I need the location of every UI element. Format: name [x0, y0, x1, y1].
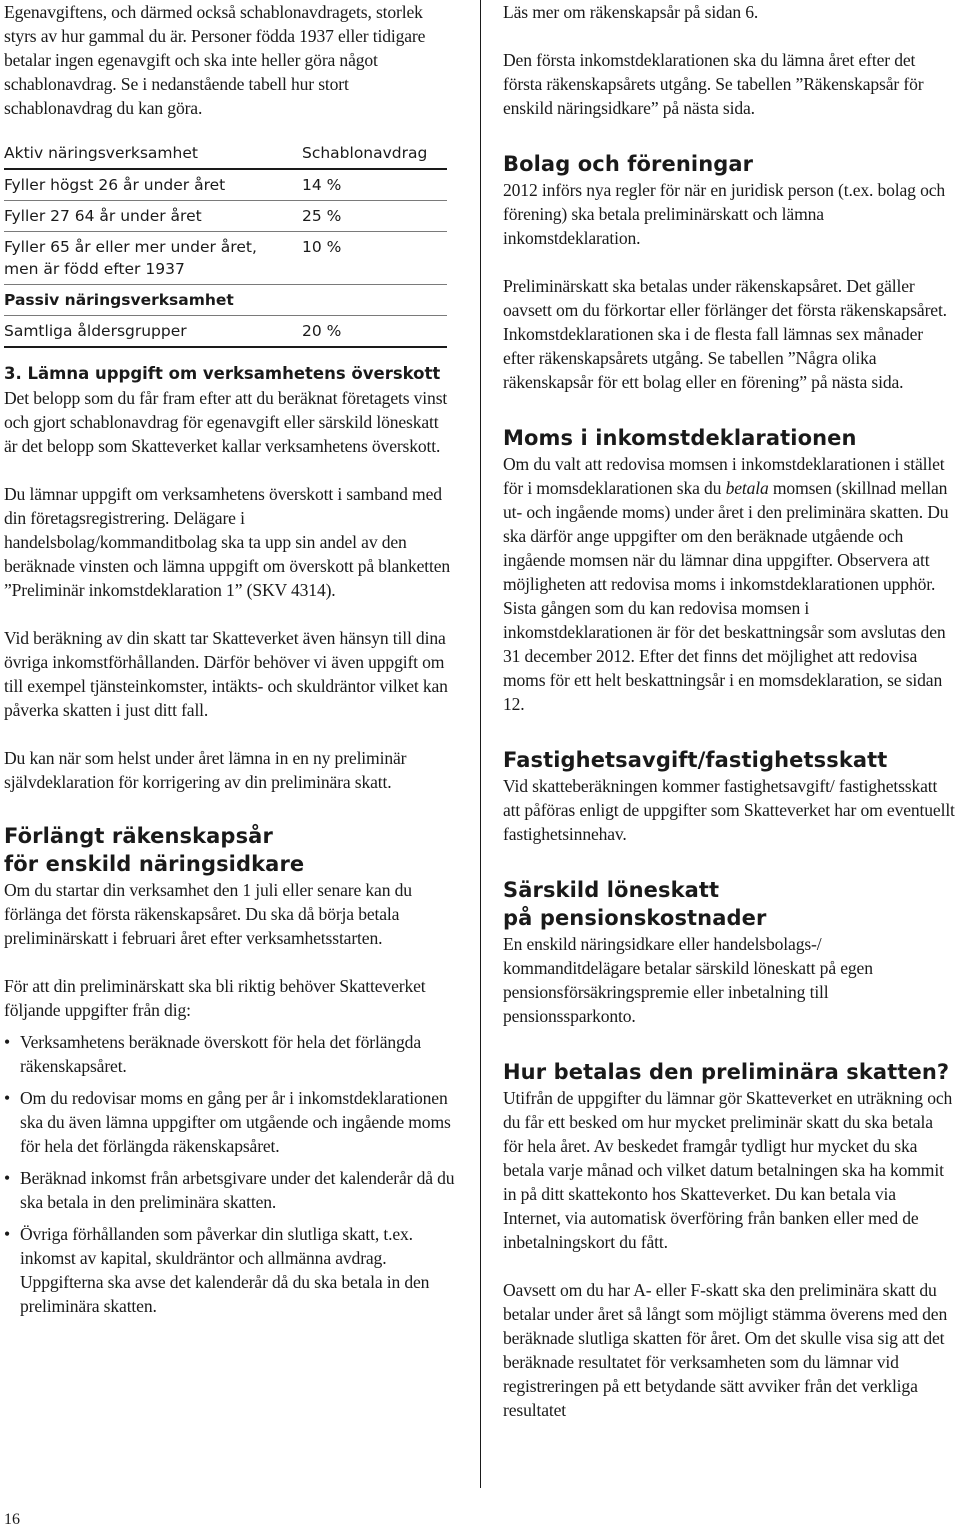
forlangt-heading-line2: för enskild näringsidkare — [4, 852, 305, 876]
forlangt-paragraph: För att din preliminärskatt ska bli riktig behöver Skatteverket följande uppgifter från dig: — [4, 976, 426, 1020]
section3-paragraph: Det belopp som du får fram efter att du beräknat företagets vinst och gjort schablonavdrag för egenavgift eller särskild löneskatt är det belopp som Skatteverket kallar verksamhetens överskott. — [4, 388, 448, 456]
forlangt-heading — [4, 822, 456, 878]
left-column — [4, 0, 456, 1318]
table-cell-label: Fyller 27 64 år under året — [4, 201, 300, 232]
forlangt-heading-line1: Förlängt räkenskapsår — [4, 824, 273, 848]
table-cell-value: 10 % — [300, 232, 447, 285]
bolag-paragraph: 2012 införs nya regler för när en juridisk person (t.ex. bolag och förening) ska betala preliminärskatt och lämna inkomstdeklaration. — [503, 180, 946, 248]
moms-heading: Moms i inkomstdeklarationen — [503, 426, 857, 450]
fastighet-paragraph: Vid skatteberäkningen kommer fastighetsavgift/ fastighetsskatt att påföras enligt de uppgifter som Skatteverket har om eventuellt fastighetsinnehav. — [503, 776, 955, 844]
table-passive-header: Passiv näringsverksamhet — [4, 285, 300, 316]
requirements-list — [4, 1030, 456, 1318]
bullet-icon: • — [4, 1032, 11, 1052]
table-col2-header: Schablonavdrag — [300, 142, 447, 169]
bullet-icon: • — [4, 1088, 11, 1108]
table-cell-label: Fyller 65 år eller mer under året, men är född efter 1937 — [4, 232, 300, 285]
table-row — [4, 316, 447, 348]
table-section-row — [4, 285, 447, 316]
right-paragraph: Den första inkomstdeklarationen ska du lämna året efter det första räkenskapsårets utgång. Se tabellen ”Räkenskapsår för enskild näringsidkare” på nästa sida. — [503, 50, 924, 118]
intro-paragraph: Egenavgiftens, och därmed också schablonavdragets, storlek styrs av hur gammal du är. Personer födda 1937 eller tidigare betalar ingen egenavgift och ska inte heller göra något schablonavdrag. Se i nedanstående tabell hur stort schablonavdrag du kan göra. — [4, 2, 426, 118]
list-item: • Verksamhetens beräknade överskott för hela det förlängda räkenskapsåret. — [4, 1032, 421, 1076]
list-item: • Övriga förhållanden som påverkar din slutliga skatt, t.ex. inkomst av kapital, skuldräntor och allmänna avdrag. Uppgifterna ska avse det kalenderår då du ska betala in den preliminära skatten. — [4, 1224, 430, 1316]
bolag-heading: Bolag och föreningar — [503, 152, 754, 176]
sarskild-heading-line1: Särskild löneskatt — [503, 878, 720, 902]
column-divider — [480, 0, 481, 1488]
hur-paragraph: Oavsett om du har A- eller F-skatt ska den preliminära skatt du betalar under året så långt som möjligt stämma överens med den beräknade slutliga skatten för året. Om det skulle visa sig att det beräknade resultatet för verksamheten som du lämnar vid registreringen på ett betydande sätt avviker från det verkliga resultatet — [503, 1280, 948, 1420]
table-row — [4, 169, 447, 201]
table-cell-label: Fyller högst 26 år under året — [4, 169, 300, 201]
forlangt-paragraph: Om du startar din verksamhet den 1 juli eller senare kan du förlänga det första räkenskapsåret. Du ska då börja betala preliminärskatt i februari året efter verksamhetsstarten. — [4, 880, 412, 948]
table-cell-value: 25 % — [300, 201, 447, 232]
right-column — [503, 0, 955, 1422]
section3-paragraph: Vid beräkning av din skatt tar Skatteverket även hänsyn till dina övriga inkomstförhållanden. Därför behöver vi även uppgift om till exempel tjänsteinkomster, intäkts- och skuldräntor vilket kan påverka skatten i just ditt fall. — [4, 628, 448, 720]
bolag-paragraph: Preliminärskatt ska betalas under räkenskapsåret. Det gäller oavsett om du förkortar eller förlänger det första räkenskapsåret. Inkomstdeklarationen ska i de flesta fall lämnas sex månader efter räkenskapsårets utgång. Se tabellen ”Några olika räkenskapsår för ett bolag eller en förening” på nästa sida. — [503, 276, 947, 392]
emphasis-betala: betala — [725, 478, 769, 498]
sarskild-heading — [503, 876, 955, 932]
list-item: • Beräknad inkomst från arbetsgivare under det kalenderår då du ska betala in den preliminära skatten. — [4, 1168, 455, 1212]
sarskild-heading-line2: på pensionskostnader — [503, 906, 767, 930]
hur-paragraph: Utifrån de uppgifter du lämnar gör Skatteverket en uträkning och du får ett besked om hur mycket preliminär skatt du ska betala för hela året. Av beskedet framgår tydligt hur mycket du ska betala varje månad och vilket datum betalningen ska ha kommit in på ditt skattekonto hos Skatteverket. Du kan betala via Internet, via automatisk överföring från banken eller med de inbetalningskort du fått. — [503, 1088, 953, 1252]
table-cell-value: 20 % — [300, 316, 447, 348]
table-header-row — [4, 142, 447, 169]
schablonavdrag-table — [4, 142, 447, 348]
fastighet-heading: Fastighetsavgift/fastighetsskatt — [503, 748, 888, 772]
page-number: 16 — [4, 1511, 20, 1528]
table-cell-label: Samtliga åldersgrupper — [4, 316, 300, 348]
hur-heading: Hur betalas den preliminära skatten? — [503, 1060, 950, 1084]
list-item: • Om du redovisar moms en gång per år i inkomstdeklarationen ska du även lämna uppgifter om utgående och ingående moms för hela det förlängda räkenskapsåret. — [4, 1088, 451, 1156]
table-col1-header: Aktiv näringsverksamhet — [4, 142, 300, 169]
right-paragraph: Läs mer om räkenskapsår på sidan 6. — [503, 2, 759, 22]
table-row — [4, 201, 447, 232]
section3-heading: 3. Lämna uppgift om verksamhetens överskott — [4, 364, 441, 383]
section3-paragraph: Du kan när som helst under året lämna in en ny preliminär självdeklaration för korrigering av din preliminära skatt. — [4, 748, 407, 792]
table-cell-value: 14 % — [300, 169, 447, 201]
bullet-icon: • — [4, 1168, 11, 1188]
table-row — [4, 232, 447, 285]
sarskild-paragraph: En enskild näringsidkare eller handelsbolags-/ kommanditdelägare betalar särskild löneskatt på egen pensionsförsäkringspremie eller inbetalning till pensionssparkonto. — [503, 934, 873, 1026]
bullet-icon: • — [4, 1224, 11, 1244]
moms-paragraph: Om du valt att redovisa momsen i inkomstdeklarationen i stället för i momsdeklarationen ska du betala momsen (skillnad mellan ut- och ingående moms) under året i den preliminära skatten. Du ska därför ange uppgifter om den beräknade utgående och ingående momsen när du lämnar dina uppgifter. Observera att möjligheten att redovisa moms i inkomstdeklarationen upphör. Sista gången som du kan redovisa momsen i inkomstdeklarationen är för det beskattningsår som avslutas den 31 december 2012. Efter det finns det möjlighet att redovisa moms för ett helt beskattningsår i en momsdeklaration, se sidan 12. — [503, 454, 949, 714]
section3-paragraph: Du lämnar uppgift om verksamhetens överskott i samband med din företagsregistrering. Delägare i handelsbolag/kommanditbolag ska ta upp sin andel av den beräknade vinsten och lämna uppgift om överskott på blanketten ”Preliminär inkomstdeklaration 1” (SKV 4314). — [4, 484, 451, 600]
